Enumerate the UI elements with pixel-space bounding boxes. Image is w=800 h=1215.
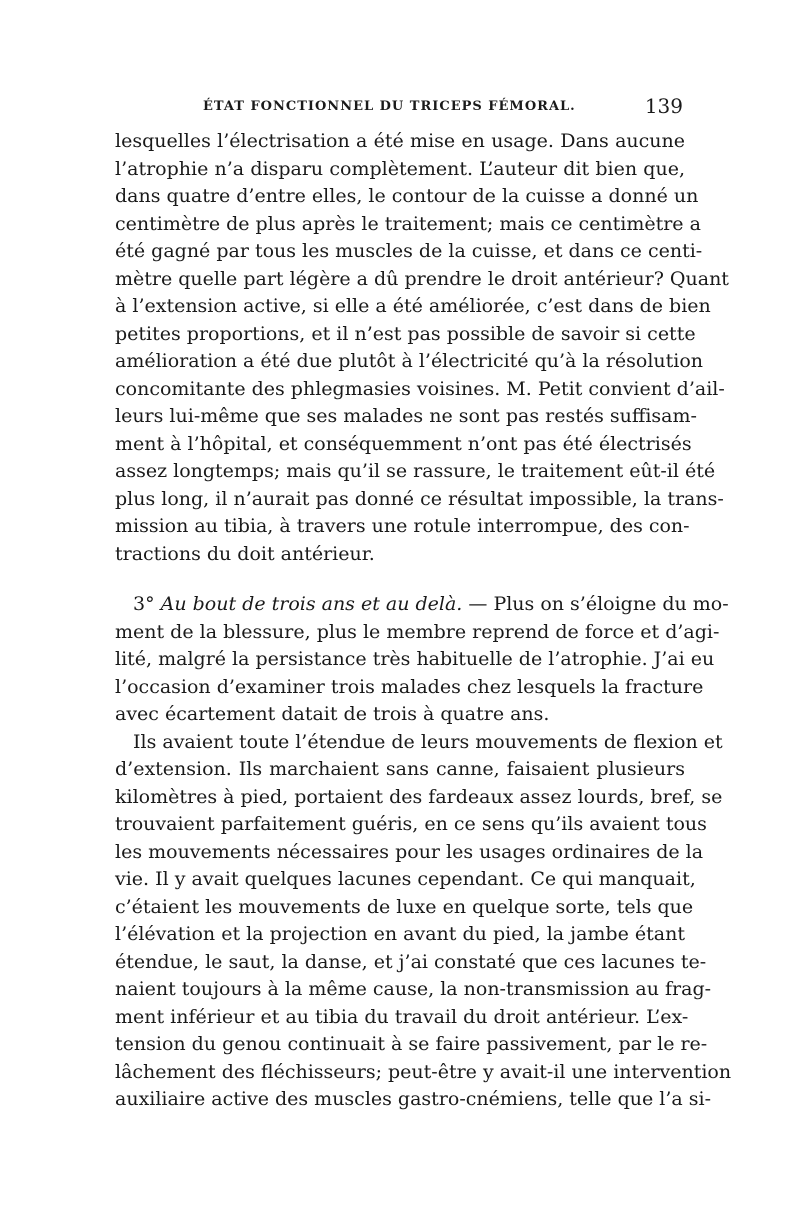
paragraph-3 xyxy=(115,729,732,1114)
paragraph-gap xyxy=(115,568,685,591)
text-line: naient toujours à la même cause, la non-transmission au frag- xyxy=(115,978,712,1000)
text-line: lâchement des fléchisseurs; peut-être y avait-il une intervention xyxy=(115,1060,732,1083)
text-line: ment inférieur et au tibia du travail du droit antérieur. L’ex- xyxy=(115,1005,689,1028)
page-header xyxy=(115,96,683,126)
text-line: à l’extension active, si elle a été améliorée, c’est dans de bien xyxy=(115,295,711,317)
text-line: avec écartement datait de trois à quatre ans. xyxy=(115,703,550,725)
text-line: plus long, il n’aurait pas donné ce résultat impossible, la trans- xyxy=(115,487,724,510)
text-line: mètre quelle part légère a dû prendre le droit antérieur? Quant xyxy=(115,267,729,290)
text-line: tractions du doit antérieur. xyxy=(115,542,375,565)
page-number: 139 xyxy=(644,94,683,118)
text-line: leurs lui-même que ses malades ne sont pas restés suffisam- xyxy=(115,405,697,427)
text-line: lité, malgré la persistance très habituelle de l’atrophie. J’ai eu xyxy=(115,648,715,670)
text-line: c’étaient les mouvements de luxe en quelque sorte, tels que xyxy=(115,895,694,918)
text-line: été gagné par tous les muscles de la cuisse, et dans ce centi- xyxy=(115,240,703,262)
text-line: étendue, le saut, la danse, et j’ai constaté que ces lacunes te- xyxy=(115,950,707,973)
text-line: d’extension. Ils marchaient sans canne, faisaient plusieurs xyxy=(115,758,685,780)
text-line: vie. Il y avait quelques lacunes cependant. Ce qui manquait, xyxy=(115,868,696,890)
text-line: Ils avaient toute l’étendue de leurs mouvements de flexion et xyxy=(133,730,723,753)
paragraph-2 xyxy=(115,591,729,729)
text-line: ment de la blessure, plus le membre reprend de force et d’agi- xyxy=(115,620,720,643)
text-line: ment à l’hôpital, et conséquemment n’ont pas été électrisés xyxy=(115,432,692,455)
text-line: kilomètres à pied, portaient des fardeaux assez lourds, bref, se xyxy=(115,785,723,808)
section-number: 3° xyxy=(133,593,155,615)
text-line: dans quatre d’entre elles, le contour de la cuisse a donné un xyxy=(115,185,699,207)
text-line: l’atrophie n’a disparu complètement. L’auteur dit bien que, xyxy=(115,157,685,180)
text-line: trouvaient parfaitement guéris, en ce sens qu’ils avaient tous xyxy=(115,813,707,835)
running-title: ÉTAT FONCTIONNEL DU TRICEPS FÉMORAL. xyxy=(203,99,576,114)
text-line: amélioration a été due plutôt à l’électricité qu’à la résolution xyxy=(115,350,704,372)
text-line: tension du genou continuait à se faire passivement, par le re- xyxy=(115,1033,708,1055)
text-line: assez longtemps; mais qu’il se rassure, le traitement eût-il été xyxy=(115,460,716,482)
text-line: centimètre de plus après le traitement; mais ce centimètre a xyxy=(115,212,701,235)
heading-line-rest: — Plus on s’éloigne du mo- xyxy=(462,593,729,615)
text-line: petites proportions, et il n’est pas possible de savoir si cette xyxy=(115,322,696,345)
text-line: l’occasion d’examiner trois malades chez lesquels la fracture xyxy=(115,675,704,698)
text-line: auxiliaire active des muscles gastro-cnémiens, telle que l’a si- xyxy=(115,1088,712,1110)
text-line: mission au tibia, à travers une rotule interrompue, des con- xyxy=(115,515,690,537)
section-heading: Au bout de trois ans et au delà. xyxy=(160,593,463,615)
text-line: les mouvements nécessaires pour les usages ordinaires de la xyxy=(115,840,704,863)
section-heading-line xyxy=(115,591,729,619)
text-line: concomitante des phlegmasies voisines. M. Petit convient d’ail- xyxy=(115,377,725,400)
paragraph-1 xyxy=(115,128,729,568)
text-line: lesquelles l’électrisation a été mise en usage. Dans aucune xyxy=(115,130,685,152)
text-line: l’élévation et la projection en avant du pied, la jambe étant xyxy=(115,923,685,945)
body-text xyxy=(115,128,732,1114)
